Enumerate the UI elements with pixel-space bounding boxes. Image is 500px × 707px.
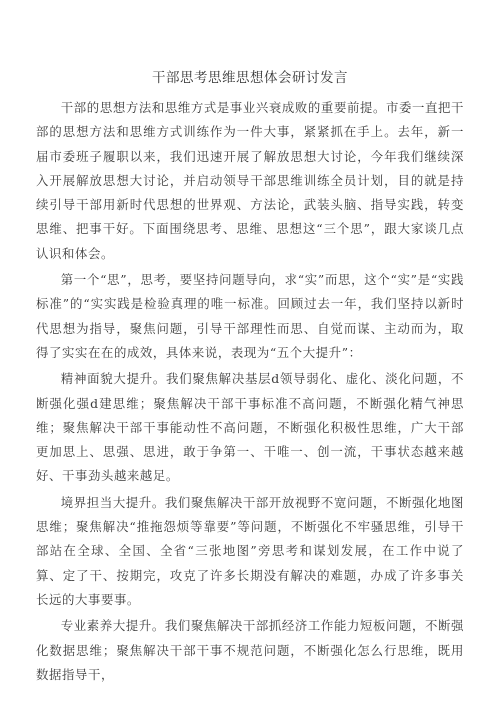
- paragraph-realm: 境界担当大提升。我们聚焦解决干部开放视野不宽问题，不断强化地图思维；聚焦解决“推拖怨烦等靠要”等问题，不断强化不牢骚思维，引导干部站在全球、全国、全省“三张地图”旁思考和谋划发展，在工作中说了算、定了干、按期完，攻克了许多长期没有解决的难题，办成了许多事关长远的大事要事。: [36, 494, 464, 607]
- paragraph-spirit: 精神面貌大提升。我们聚焦解决基层d领导弱化、虚化、淡化问题，不断强化强d建思维；聚焦解决干部干事标准不高问题，不断强化精气神思维；聚焦解决干部干事能动性不高问题，不断强化积极性思维，广大干部更加思上、思强、思进，敢于争第一、干唯一、创一流，干事状态越来越好、干事劲头越来越足。: [36, 371, 464, 484]
- document-title: 干部思考思维思想体会研讨发言: [152, 70, 348, 86]
- paragraph-first-si: 第一个“思”，思考，要坚持问题导向，求“实”而思，这个“实”是“实践标准”的“实实践是检验真理的唯一标准。回顾过去一年，我们坚持以新时代思想为指导，聚焦问题，引导干部理性而思、自觉而谋、主动而为，取得了实实在在的成效，具体来说，表现为“五个大提升”：: [36, 272, 464, 360]
- paragraph-professional: 专业素养大提升。我们聚焦解决干部抓经济工作能力短板问题，不断强化数据思维；聚焦解决干部干事不规范问题，不断强化怎么行思维，既用数据指导干，: [36, 618, 464, 682]
- paragraph-intro: 干部的思想方法和思维方式是事业兴衰成败的重要前提。市委一直把干部的思想方法和思维方式训练作为一件大事，紧紧抓在手上。去年，新一届市委班子履职以来，我们迅速开展了解放思想大讨论，今年我们继续深入开展解放思想大讨论，并启动领导干部思维训练全员计划，目的就是持续引导干部用新时代思想的世界观、方法论，武装头脑、指导实践，转变思维、把事干好。下面围绕思考、思维、思想这“三个思”，跟大家谈几点认识和体会。: [36, 100, 464, 261]
